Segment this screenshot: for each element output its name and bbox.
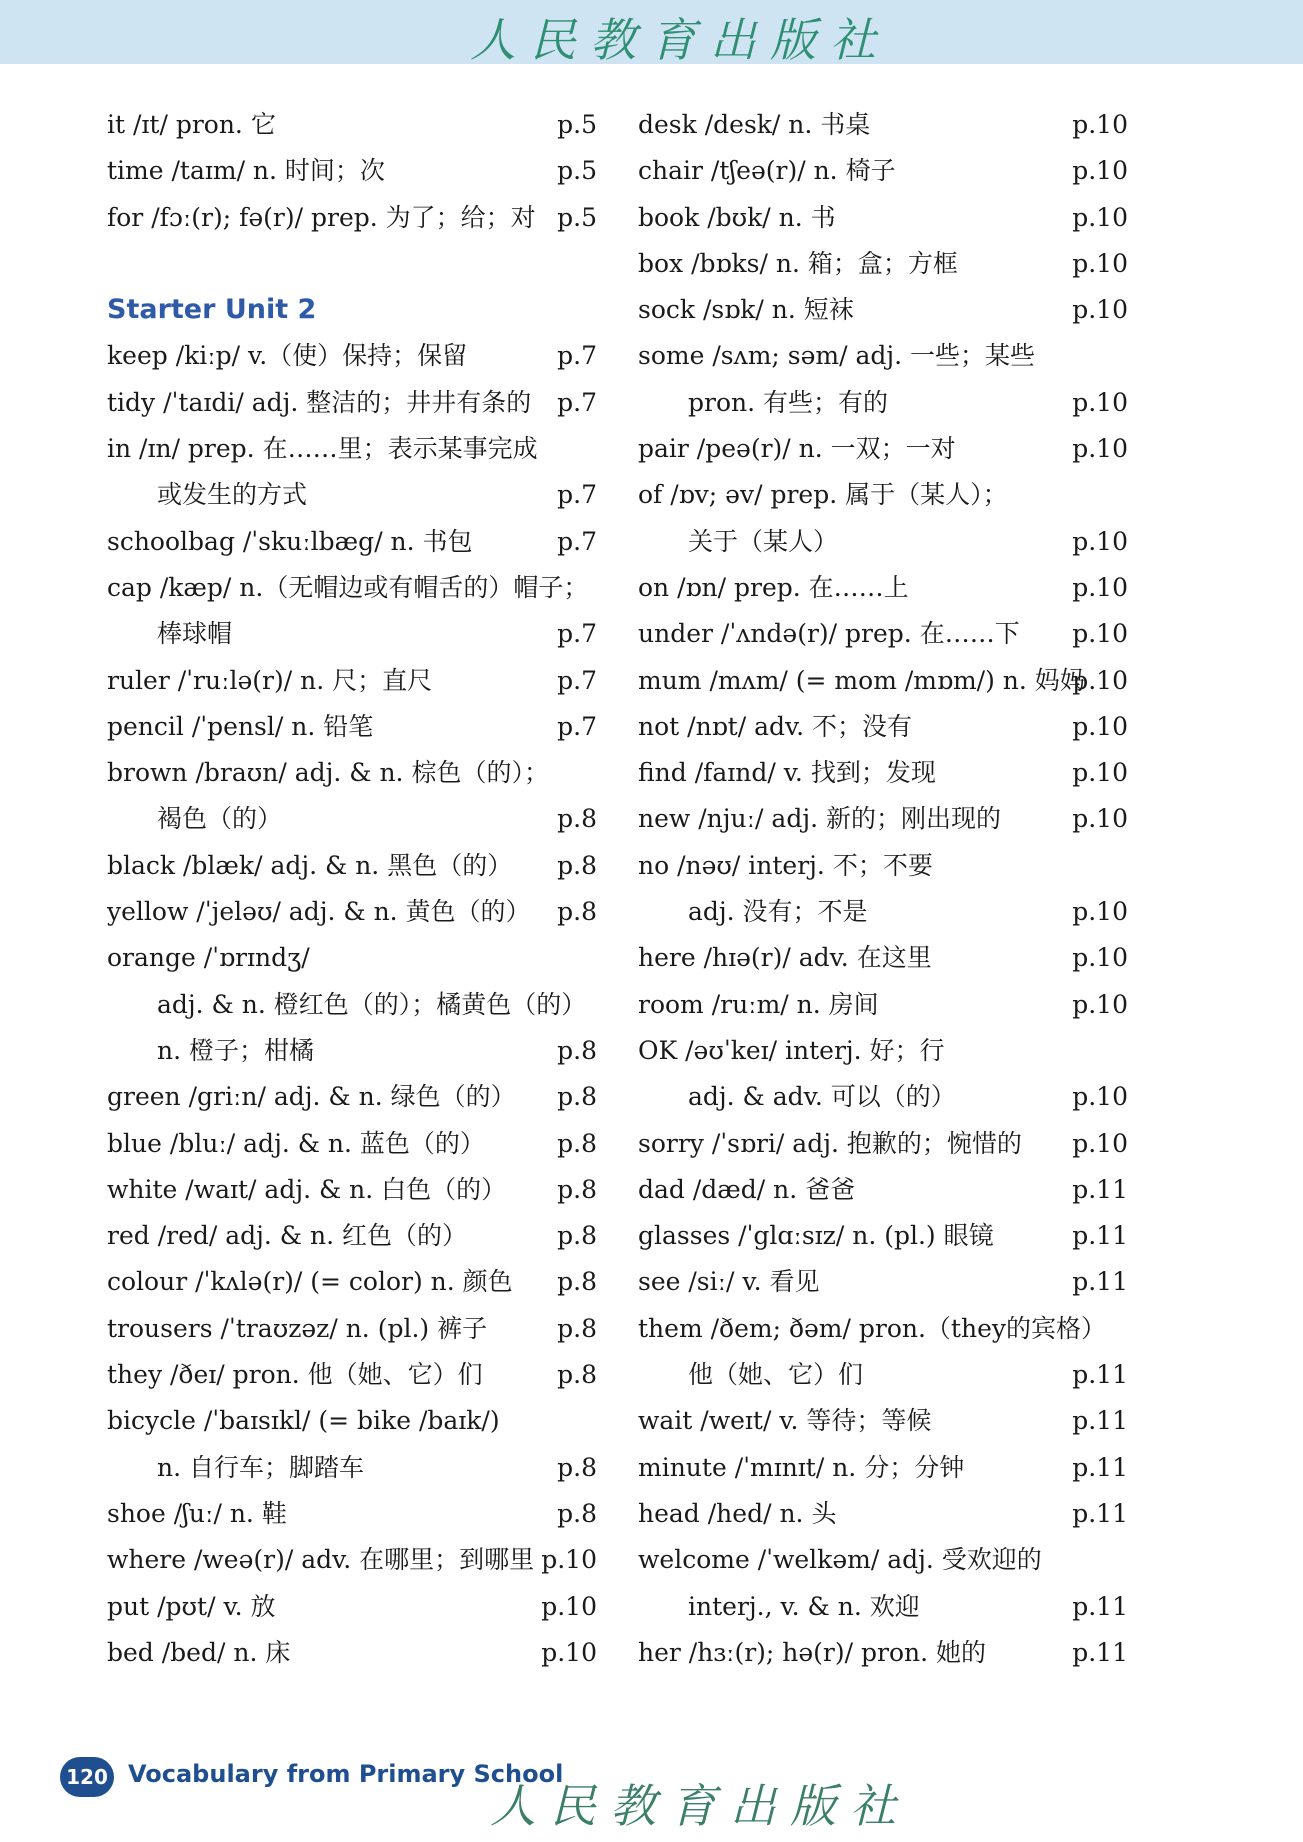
vocab-definition: blue /bluː/ adj. & n. 蓝色（的） [107, 1128, 485, 1158]
vocab-entry [107, 1537, 597, 1583]
vocab-definition: white /waɪt/ adj. & n. 白色（的） [107, 1174, 507, 1204]
vocab-page-ref: p.10 [1072, 758, 1128, 788]
vocab-definition: mum /mʌm/ (= mom /mɒm/) n. 妈妈 [638, 665, 1085, 695]
vocab-entry [638, 1028, 1128, 1074]
vocab-page-ref: p.11 [1072, 1174, 1128, 1204]
vocab-page-ref: p.8 [557, 1267, 597, 1297]
vocab-definition: shoe /ʃuː/ n. 鞋 [107, 1498, 287, 1528]
vocab-entry [638, 658, 1128, 704]
vocab-entry [638, 889, 1128, 935]
vocab-definition: minute /ˈmɪnɪt/ n. 分；分钟 [638, 1452, 965, 1482]
vocab-definition: cap /kæp/ n.（无帽边或有帽舌的）帽子； [107, 572, 589, 602]
vocab-entry [107, 472, 597, 518]
vocab-entry [638, 935, 1128, 981]
vocab-definition: they /ðeɪ/ pron. 他（她、它）们 [107, 1360, 483, 1390]
vocab-entry [107, 796, 597, 842]
vocab-definition: of /ɒv; əv/ prep. 属于（某人）； [638, 480, 1008, 510]
vocab-entry [107, 148, 597, 194]
vocab-entry [638, 1121, 1128, 1167]
vocab-entry [107, 1306, 597, 1352]
vocab-definition: keep /kiːp/ v.（使）保持；保留 [107, 341, 468, 371]
vocab-page-ref: p.7 [557, 619, 597, 649]
vocab-page-ref: p.10 [1072, 619, 1128, 649]
vocab-entry [107, 1630, 597, 1676]
vocab-definition: bicycle /ˈbaɪsɪkl/ (= bike /baɪk/) [107, 1406, 500, 1436]
vocab-entry [638, 750, 1128, 796]
vocab-entry [638, 1445, 1128, 1491]
publisher-seal-top: 人民教育出版社 [470, 13, 890, 67]
vocab-page-ref: p.8 [557, 1313, 597, 1343]
vocab-definition: new /njuː/ adj. 新的；刚出现的 [638, 804, 1001, 834]
page-number-badge: 120 [60, 1757, 114, 1797]
vocab-page-ref: p.8 [557, 1452, 597, 1482]
vocab-entry [107, 750, 597, 796]
vocab-entry [107, 1259, 597, 1305]
vocab-definition: desk /desk/ n. 书桌 [638, 110, 871, 139]
vocab-definition: room /ruːm/ n. 房间 [638, 989, 879, 1019]
vocab-page-ref: p.10 [541, 1545, 597, 1575]
footer-title: Vocabulary from Primary School [128, 1760, 564, 1788]
vocab-definition: red /red/ adj. & n. 红色（的） [107, 1221, 467, 1251]
vocab-page-ref: p.8 [557, 1128, 597, 1158]
vocab-page-ref: p.10 [1072, 897, 1128, 927]
vocab-page-ref: p.10 [1072, 248, 1128, 278]
vocabulary-column-left [107, 102, 597, 1676]
vocab-entry [107, 982, 597, 1028]
vocab-entry [638, 195, 1128, 241]
vocab-page-ref: p.10 [1072, 1128, 1128, 1158]
vocab-entry [107, 565, 597, 611]
vocab-page-ref: p.7 [557, 665, 597, 695]
vocab-definition: find /faɪnd/ v. 找到；发现 [638, 758, 936, 788]
vocab-definition: colour /ˈkʌlə(r)/ (= color) n. 颜色 [107, 1267, 513, 1297]
vocab-definition: 或发生的方式 [157, 480, 308, 510]
vocab-entry [107, 1213, 597, 1259]
vocab-definition: 关于（某人） [688, 526, 839, 556]
vocab-definition: yellow /ˈjeləʊ/ adj. & n. 黄色（的） [107, 897, 531, 927]
vocab-definition: pair /peə(r)/ n. 一双；一对 [638, 434, 956, 464]
vocab-entry [107, 102, 597, 148]
vocab-definition: pron. 有些；有的 [688, 387, 889, 417]
vocab-definition: head /hed/ n. 头 [638, 1498, 837, 1528]
vocab-entry [107, 519, 597, 565]
vocab-definition: them /ðem; ðəm/ pron.（they的宾格） [638, 1313, 1106, 1343]
vocab-definition: dad /dæd/ n. 爸爸 [638, 1174, 856, 1204]
vocab-definition: black /blæk/ adj. & n. 黑色（的） [107, 850, 513, 880]
vocab-entry [107, 1584, 597, 1630]
vocab-page-ref: p.8 [557, 1174, 597, 1204]
vocab-entry [638, 796, 1128, 842]
vocabulary-column-right [638, 102, 1128, 1676]
vocab-entry [638, 1491, 1128, 1537]
vocab-definition: bed /bed/ n. 床 [107, 1637, 291, 1667]
vocab-page-ref: p.10 [1072, 526, 1128, 556]
vocab-entry [638, 704, 1128, 750]
vocab-definition: schoolbag /ˈskuːlbæg/ n. 书包 [107, 526, 473, 556]
vocab-entry [107, 333, 597, 379]
vocab-page-ref: p.10 [1072, 804, 1128, 834]
vocab-entry [638, 1306, 1128, 1352]
vocab-definition: green /griːn/ adj. & n. 绿色（的） [107, 1082, 516, 1112]
vocab-definition: 褐色（的） [157, 804, 283, 834]
vocab-definition: wait /weɪt/ v. 等待；等候 [638, 1406, 932, 1436]
vocab-page-ref: p.8 [557, 897, 597, 927]
vocab-definition: orange /ˈɒrɪndʒ/ [107, 943, 310, 973]
vocab-definition: her /hɜː(r); hə(r)/ pron. 她的 [638, 1637, 987, 1667]
vocab-entry [107, 889, 597, 935]
vocab-page-ref: p.11 [1072, 1267, 1128, 1297]
vocab-page-ref: p.10 [1072, 943, 1128, 973]
vocab-page-ref: p.10 [1072, 156, 1128, 186]
vocab-definition: here /hɪə(r)/ adv. 在这里 [638, 943, 932, 973]
vocab-page-ref: p.8 [557, 1498, 597, 1528]
vocab-page-ref: p.8 [557, 1360, 597, 1390]
vocab-entry [638, 102, 1128, 148]
vocab-definition: interj., v. & n. 欢迎 [688, 1591, 920, 1621]
vocab-entry [638, 1584, 1128, 1630]
vocab-entry [107, 1121, 597, 1167]
vocab-page-ref: p.11 [1072, 1591, 1128, 1621]
vocab-definition: pencil /ˈpensl/ n. 铅笔 [107, 711, 374, 741]
vocab-page-ref: p.10 [541, 1591, 597, 1621]
vocab-page-ref: p.10 [541, 1637, 597, 1667]
vocab-page-ref: p.10 [1072, 387, 1128, 417]
vocab-definition: ruler /ˈruːlə(r)/ n. 尺；直尺 [107, 665, 433, 695]
vocab-definition: sock /sɒk/ n. 短袜 [638, 295, 854, 325]
vocab-entry [638, 1537, 1128, 1583]
vocab-entry [107, 1074, 597, 1120]
vocab-entry [107, 1167, 597, 1213]
vocab-entry [638, 1167, 1128, 1213]
vocab-entry [107, 1028, 597, 1074]
vocab-entry [638, 1074, 1128, 1120]
vocab-entry [638, 565, 1128, 611]
vocab-definition: brown /braʊn/ adj. & n. 棕色（的）； [107, 758, 549, 788]
vocab-definition: trousers /ˈtraʊzəz/ n. (pl.) 裤子 [107, 1313, 488, 1343]
vocab-definition: it /ɪt/ pron. 它 [107, 110, 276, 139]
vocab-definition: no /nəʊ/ interj. 不；不要 [638, 850, 933, 880]
vocab-entry [638, 333, 1128, 379]
vocab-page-ref: p.5 [557, 202, 597, 232]
vocab-definition: adj. & n. 橙红色（的）；橘黄色（的） [157, 989, 587, 1019]
vocab-definition: chair /tʃeə(r)/ n. 椅子 [638, 156, 896, 186]
vocab-entry [638, 1213, 1128, 1259]
vocab-entry [638, 426, 1128, 472]
vocab-page-ref: p.10 [1072, 434, 1128, 464]
vocab-definition: n. 自行车；脚踏车 [157, 1452, 364, 1482]
vocab-page-ref: p.5 [557, 156, 597, 186]
vocab-entry [107, 1398, 597, 1444]
vocab-definition: glasses /ˈglɑːsɪz/ n. (pl.) 眼镜 [638, 1221, 994, 1251]
vocab-page-ref: p.11 [1072, 1221, 1128, 1251]
vocab-entry [107, 611, 597, 657]
vocab-page-ref: p.10 [1072, 572, 1128, 602]
vocab-entry [638, 241, 1128, 287]
vocab-definition: adj. & adv. 可以（的） [688, 1082, 956, 1112]
vocab-definition: box /bɒks/ n. 箱；盒；方框 [638, 248, 958, 278]
vocab-page-ref: p.8 [557, 850, 597, 880]
vocab-page-ref: p.7 [557, 526, 597, 556]
vocab-page-ref: p.11 [1072, 1637, 1128, 1667]
vocab-page-ref: p.10 [1072, 295, 1128, 325]
vocab-definition: under /ˈʌndə(r)/ prep. 在……下 [638, 619, 1020, 649]
vocab-page-ref: p.11 [1072, 1498, 1128, 1528]
vocab-entry [638, 148, 1128, 194]
vocab-definition: adj. 没有；不是 [688, 897, 868, 927]
vocab-definition: tidy /ˈtaɪdi/ adj. 整洁的；井井有条的 [107, 387, 532, 417]
vocab-definition: 棒球帽 [157, 619, 233, 649]
vocab-entry [638, 287, 1128, 333]
vocab-page-ref: p.8 [557, 1221, 597, 1251]
vocab-entry [638, 1630, 1128, 1676]
vocab-page-ref: p.11 [1072, 1360, 1128, 1390]
vocab-entry [107, 658, 597, 704]
vocab-entry [107, 426, 597, 472]
vocab-entry [107, 704, 597, 750]
vocab-definition: not /nɒt/ adv. 不；没有 [638, 711, 913, 741]
vocab-page-ref: p.11 [1072, 1406, 1128, 1436]
section-heading [107, 287, 597, 333]
vocab-definition: on /ɒn/ prep. 在……上 [638, 572, 909, 602]
vocab-entry [638, 472, 1128, 518]
vocab-entry [638, 519, 1128, 565]
vocab-entry [638, 380, 1128, 426]
vocab-page-ref: p.7 [557, 711, 597, 741]
vocab-page-ref: p.7 [557, 341, 597, 371]
vocab-page-ref: p.8 [557, 1082, 597, 1112]
vocab-definition: where /weə(r)/ adv. 在哪里；到哪里 [107, 1545, 535, 1575]
vocab-definition: for /fɔː(r); fə(r)/ prep. 为了；给；对 [107, 202, 536, 232]
vocab-entry [638, 982, 1128, 1028]
vocab-entry [638, 1352, 1128, 1398]
vocab-definition: see /siː/ v. 看见 [638, 1267, 820, 1297]
vocab-entry [107, 380, 597, 426]
vocab-page-ref: p.11 [1072, 1452, 1128, 1482]
vocab-page-ref: p.10 [1072, 665, 1128, 695]
vocab-entry [638, 1398, 1128, 1444]
vocab-entry [107, 1491, 597, 1537]
vocab-definition: welcome /ˈwelkəm/ adj. 受欢迎的 [638, 1545, 1042, 1575]
vocab-entry [107, 935, 597, 981]
vocab-definition: sorry /ˈsɒri/ adj. 抱歉的；惋惜的 [638, 1128, 1022, 1158]
vocab-page-ref: p.10 [1072, 110, 1128, 139]
vocab-page-ref: p.10 [1072, 1082, 1128, 1112]
vocab-definition: OK /əʊˈkeɪ/ interj. 好；行 [638, 1035, 945, 1065]
vocab-definition: 他（她、它）们 [688, 1360, 864, 1390]
vocab-definition: put /pʊt/ v. 放 [107, 1591, 276, 1621]
vocab-definition: in /ɪn/ prep. 在……里；表示某事完成 [107, 434, 538, 464]
vocab-page-ref: p.10 [1072, 202, 1128, 232]
publisher-seal-bottom: 人民教育出版社 [490, 1779, 910, 1833]
vocab-page-ref: p.5 [557, 110, 597, 139]
vocab-entry [107, 1445, 597, 1491]
vocab-definition: n. 橙子；柑橘 [157, 1035, 314, 1065]
vocab-entry [638, 611, 1128, 657]
vocab-definition: book /bʊk/ n. 书 [638, 202, 836, 232]
section-heading-text: Starter Unit 2 [107, 294, 317, 326]
vocab-entry [107, 1352, 597, 1398]
vocab-entry [638, 1259, 1128, 1305]
vocab-page-ref: p.10 [1072, 989, 1128, 1019]
vocab-page-ref: p.7 [557, 480, 597, 510]
vocab-entry [107, 843, 597, 889]
vocab-page-ref: p.10 [1072, 711, 1128, 741]
vocab-page-ref: p.7 [557, 387, 597, 417]
vocab-entry [107, 195, 597, 241]
vocab-definition: some /sʌm; səm/ adj. 一些；某些 [638, 341, 1036, 371]
vocab-entry [107, 241, 597, 287]
vocab-page-ref: p.8 [557, 804, 597, 834]
vocab-entry [638, 843, 1128, 889]
vocab-page-ref: p.8 [557, 1035, 597, 1065]
vocab-definition: time /taɪm/ n. 时间；次 [107, 156, 385, 186]
